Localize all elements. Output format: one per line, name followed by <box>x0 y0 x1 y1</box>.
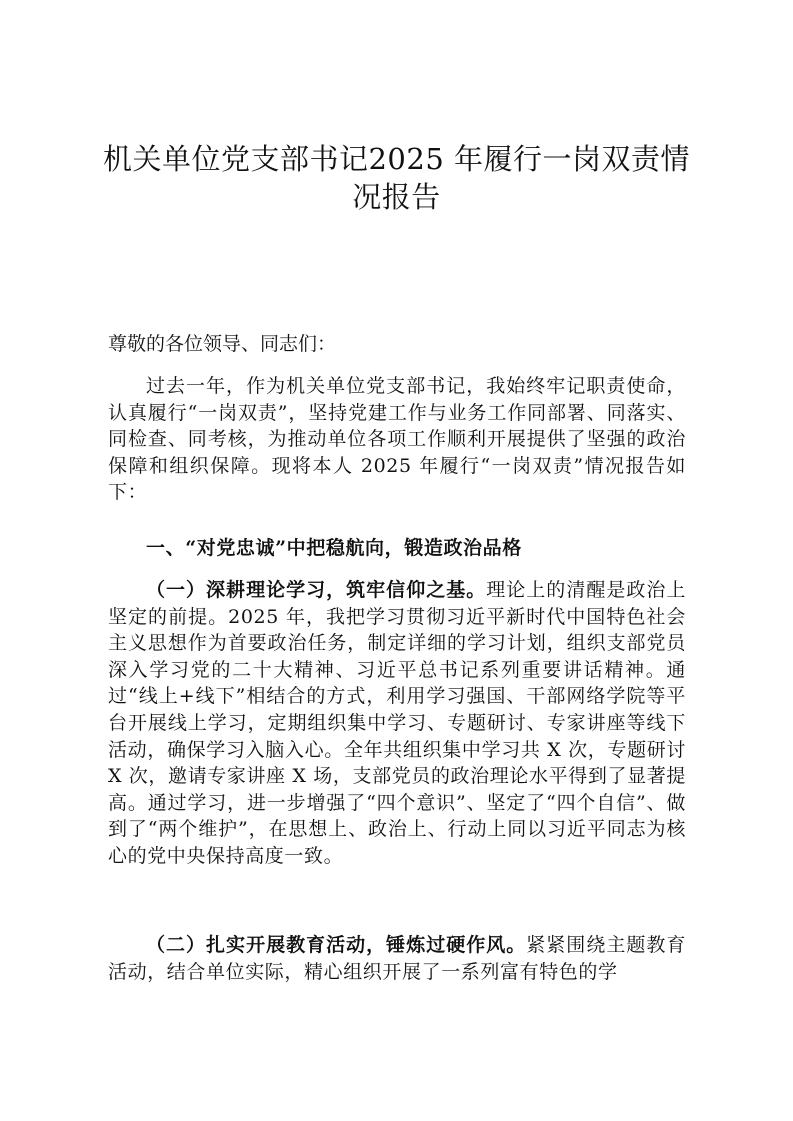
title-line-1: 机关单位党支部书记2025 年履行一岗双责情 <box>102 142 691 176</box>
subsection-2-body: 紧紧围绕主题教育活动，结合单位实际，精心组织开展了一系列富有特色的学 <box>108 934 686 983</box>
subsection-2-paragraph <box>108 932 686 985</box>
subsection-2-text <box>108 932 686 985</box>
intro-text: 过去一年，作为机关单位党支部书记，我始终牢记职责使命，认真履行“一岗双责”，坚持党建工作与业务工作同部署、同落实、同检查、同考核，为推动单位各项工作顺利开展提供了坚强的政治保障和组织保障。现将本人 2025 年履行“一岗双责”情况报告如下： <box>108 375 686 504</box>
subsection-1-paragraph <box>108 577 686 870</box>
subsection-1-lead: （一）深耕理论学习，筑牢信仰之基。 <box>146 579 487 601</box>
subsection-1-body: 理论上的清醒是政治上坚定的前提。2025 年，我把学习贯彻习近平新时代中国特色社会主义思想作为首要政治任务，制定详细的学习计划，组织支部党员深入学习党的二十大精神、习近平总书记系列重要讲话精神。通过“线上+线下”相结合的方式，利用学习强国、干部网络学院等平台开展线上学习，定期组织集中学习、专题研讨、专家讲座等线下活动，确保学习入脑入心。全年共组织集中学习共 X 次，专题研讨 X 次，邀请专家讲座 X 场，支部党员的政治理论水平得到了显著提高。通过学习，进一步增强了“四个意识”、坚定了“四个自信”、做到了“两个维护”，在思想上、政治上、行动上同以习近平同志为核心的党中央保持高度一致。 <box>108 579 686 867</box>
salutation: 尊敬的各位领导、同志们： <box>108 333 337 355</box>
title-line-2: 况报告 <box>352 180 441 214</box>
subsection-2-lead: （二）扎实开展教育活动，锤炼过硬作风。 <box>146 934 527 956</box>
subsection-1-text <box>108 577 686 870</box>
intro-paragraph <box>108 373 686 506</box>
section-1-heading: 一、“对党忠诚”中把稳航向，锻造政治品格 <box>146 537 522 559</box>
document-title <box>100 140 693 216</box>
